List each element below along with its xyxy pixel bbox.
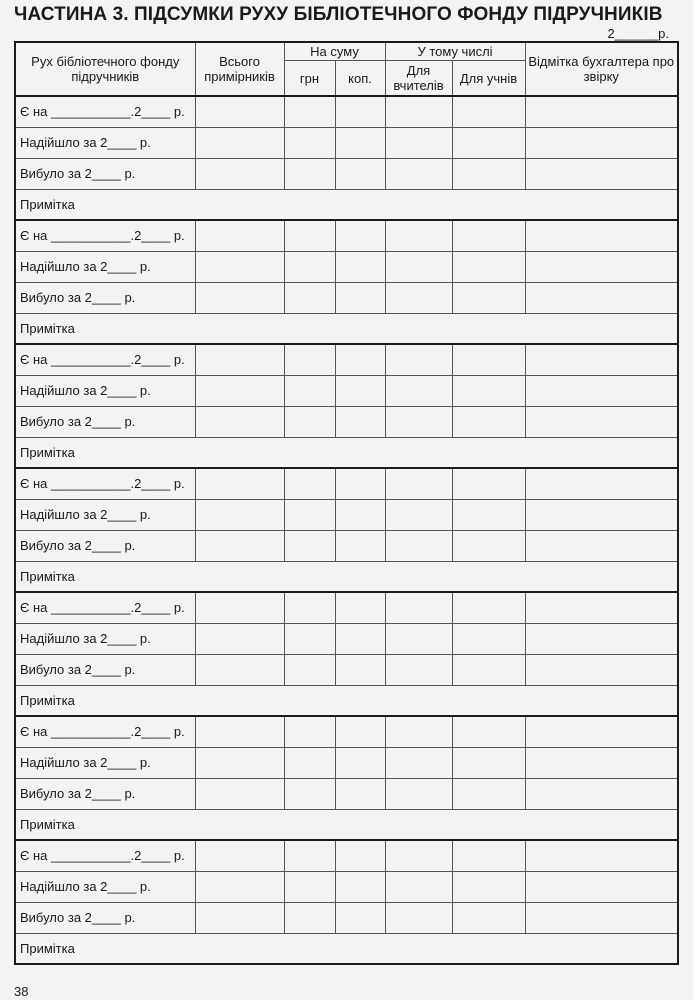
entry-cell[interactable] — [525, 468, 678, 499]
entry-cell[interactable] — [525, 902, 678, 933]
entry-cell[interactable] — [452, 530, 525, 561]
entry-cell[interactable] — [385, 778, 452, 809]
row-removed-label: Вибуло за 2____ р. — [15, 158, 195, 189]
ledger-row-note — [15, 933, 678, 964]
ledger-row-removed — [15, 406, 678, 437]
page-number: 38 — [14, 984, 29, 999]
entry-cell[interactable] — [525, 499, 678, 530]
entry-cell[interactable] — [525, 747, 678, 778]
ledger-row-note — [15, 189, 678, 220]
entry-cell[interactable] — [195, 623, 284, 654]
row-received-label: Надійшло за 2____ р. — [15, 871, 195, 902]
ledger-row-available — [15, 468, 678, 499]
entry-cell[interactable] — [335, 530, 385, 561]
entry-cell[interactable] — [284, 406, 335, 437]
ledger-row-removed — [15, 654, 678, 685]
header-for-students: Для учнів — [452, 61, 525, 97]
entry-cell[interactable] — [335, 654, 385, 685]
row-received-label: Надійшло за 2____ р. — [15, 623, 195, 654]
entry-cell[interactable] — [452, 840, 525, 871]
entry-cell[interactable] — [195, 282, 284, 313]
ledger-row-note — [15, 809, 678, 840]
entry-cell[interactable] — [385, 902, 452, 933]
entry-cell[interactable] — [385, 871, 452, 902]
entry-cell[interactable] — [452, 902, 525, 933]
entry-cell[interactable] — [195, 654, 284, 685]
note-label[interactable]: Примітка — [15, 685, 678, 716]
note-label[interactable]: Примітка — [15, 437, 678, 468]
entry-cell[interactable] — [195, 592, 284, 623]
row-available-label: Є на ___________.2____ р. — [15, 840, 195, 871]
row-available-label: Є на ___________.2____ р. — [15, 96, 195, 127]
entry-cell[interactable] — [284, 251, 335, 282]
ledger-row-received — [15, 747, 678, 778]
ledger-row-received — [15, 871, 678, 902]
row-received-label: Надійшло за 2____ р. — [15, 499, 195, 530]
entry-cell[interactable] — [525, 778, 678, 809]
entry-cell[interactable] — [335, 282, 385, 313]
entry-cell[interactable] — [385, 623, 452, 654]
entry-cell[interactable] — [335, 344, 385, 375]
entry-cell[interactable] — [335, 220, 385, 251]
entry-cell[interactable] — [284, 220, 335, 251]
row-available-label: Є на ___________.2____ р. — [15, 592, 195, 623]
entry-cell[interactable] — [525, 406, 678, 437]
entry-cell[interactable] — [452, 127, 525, 158]
ledger-row-available — [15, 592, 678, 623]
entry-cell[interactable] — [284, 902, 335, 933]
entry-cell[interactable] — [284, 158, 335, 189]
entry-cell[interactable] — [195, 902, 284, 933]
entry-cell[interactable] — [525, 220, 678, 251]
entry-cell[interactable] — [284, 127, 335, 158]
entry-cell[interactable] — [195, 220, 284, 251]
entry-cell[interactable] — [385, 96, 452, 127]
entry-cell[interactable] — [525, 96, 678, 127]
entry-cell[interactable] — [195, 344, 284, 375]
entry-cell[interactable] — [284, 530, 335, 561]
entry-cell[interactable] — [452, 468, 525, 499]
entry-cell[interactable] — [385, 468, 452, 499]
entry-cell[interactable] — [284, 871, 335, 902]
note-label[interactable]: Примітка — [15, 561, 678, 592]
entry-cell[interactable] — [195, 840, 284, 871]
entry-cell[interactable] — [284, 654, 335, 685]
entry-cell[interactable] — [525, 375, 678, 406]
row-available-label: Є на ___________.2____ р. — [15, 468, 195, 499]
entry-cell[interactable] — [284, 375, 335, 406]
entry-cell[interactable] — [452, 406, 525, 437]
entry-cell[interactable] — [452, 592, 525, 623]
entry-cell[interactable] — [195, 468, 284, 499]
date-line: 2______р. — [607, 26, 669, 41]
ledger-row-note — [15, 437, 678, 468]
entry-cell[interactable] — [335, 623, 385, 654]
entry-cell[interactable] — [452, 499, 525, 530]
ledger-row-available — [15, 716, 678, 747]
entry-cell[interactable] — [335, 406, 385, 437]
note-label[interactable]: Примітка — [15, 189, 678, 220]
ledger-row-removed — [15, 902, 678, 933]
entry-cell[interactable] — [385, 654, 452, 685]
entry-cell[interactable] — [335, 96, 385, 127]
entry-cell[interactable] — [335, 778, 385, 809]
entry-cell[interactable] — [284, 747, 335, 778]
ledger-row-available — [15, 96, 678, 127]
row-removed-label: Вибуло за 2____ р. — [15, 902, 195, 933]
row-received-label: Надійшло за 2____ р. — [15, 375, 195, 406]
header-total-copies: Всього примірників — [195, 42, 284, 96]
entry-cell[interactable] — [452, 251, 525, 282]
entry-cell[interactable] — [284, 778, 335, 809]
entry-cell[interactable] — [335, 747, 385, 778]
entry-cell[interactable] — [452, 871, 525, 902]
entry-cell[interactable] — [195, 499, 284, 530]
entry-cell[interactable] — [195, 716, 284, 747]
entry-cell[interactable] — [195, 871, 284, 902]
header-sum: На суму — [284, 42, 385, 61]
entry-cell[interactable] — [452, 716, 525, 747]
entry-cell[interactable] — [525, 530, 678, 561]
ledger-row-removed — [15, 530, 678, 561]
entry-cell[interactable] — [525, 654, 678, 685]
ledger-row-available — [15, 840, 678, 871]
entry-cell[interactable] — [452, 96, 525, 127]
entry-cell[interactable] — [335, 592, 385, 623]
entry-cell[interactable] — [385, 499, 452, 530]
entry-cell[interactable] — [452, 158, 525, 189]
entry-cell[interactable] — [385, 158, 452, 189]
ledger-row-removed — [15, 158, 678, 189]
ledger-table — [14, 41, 679, 965]
entry-cell[interactable] — [284, 716, 335, 747]
ledger-row-received — [15, 251, 678, 282]
entry-cell[interactable] — [385, 127, 452, 158]
entry-cell[interactable] — [385, 406, 452, 437]
entry-cell[interactable] — [452, 747, 525, 778]
entry-cell[interactable] — [284, 592, 335, 623]
entry-cell[interactable] — [195, 747, 284, 778]
entry-cell[interactable] — [195, 251, 284, 282]
entry-cell[interactable] — [195, 127, 284, 158]
entry-cell[interactable] — [452, 375, 525, 406]
entry-cell[interactable] — [284, 96, 335, 127]
header-uah: грн — [284, 61, 335, 97]
entry-cell[interactable] — [525, 158, 678, 189]
entry-cell[interactable] — [525, 344, 678, 375]
entry-cell[interactable] — [525, 282, 678, 313]
entry-cell[interactable] — [525, 127, 678, 158]
entry-cell[interactable] — [452, 344, 525, 375]
entry-cell[interactable] — [385, 282, 452, 313]
entry-cell[interactable] — [195, 158, 284, 189]
entry-cell[interactable] — [284, 840, 335, 871]
ledger-row-note — [15, 685, 678, 716]
row-available-label: Є на ___________.2____ р. — [15, 716, 195, 747]
entry-cell[interactable] — [284, 344, 335, 375]
header-accountant-mark: Відмітка бухгалтера про звірку — [525, 42, 678, 96]
note-label[interactable]: Примітка — [15, 809, 678, 840]
entry-cell[interactable] — [284, 499, 335, 530]
ledger-row-removed — [15, 282, 678, 313]
entry-cell[interactable] — [195, 96, 284, 127]
ledger-row-available — [15, 220, 678, 251]
entry-cell[interactable] — [525, 623, 678, 654]
page-title: ЧАСТИНА 3. ПІДСУМКИ РУХУ БІБЛІОТЕЧНОГО ФОНДУ ПІДРУЧНИКІВ — [14, 4, 663, 25]
entry-cell[interactable] — [452, 654, 525, 685]
entry-cell[interactable] — [452, 220, 525, 251]
ledger-row-received — [15, 375, 678, 406]
row-received-label: Надійшло за 2____ р. — [15, 747, 195, 778]
ledger-row-received — [15, 499, 678, 530]
entry-cell[interactable] — [335, 251, 385, 282]
entry-cell[interactable] — [385, 530, 452, 561]
entry-cell[interactable] — [385, 220, 452, 251]
row-removed-label: Вибуло за 2____ р. — [15, 530, 195, 561]
entry-cell[interactable] — [525, 840, 678, 871]
row-removed-label: Вибуло за 2____ р. — [15, 282, 195, 313]
row-removed-label: Вибуло за 2____ р. — [15, 406, 195, 437]
ledger-row-note — [15, 313, 678, 344]
entry-cell[interactable] — [452, 623, 525, 654]
entry-cell[interactable] — [335, 871, 385, 902]
entry-cell[interactable] — [385, 375, 452, 406]
ledger-body — [15, 96, 678, 964]
ledger-row-note — [15, 561, 678, 592]
entry-cell[interactable] — [452, 778, 525, 809]
entry-cell[interactable] — [335, 158, 385, 189]
entry-cell[interactable] — [525, 251, 678, 282]
ledger-row-removed — [15, 778, 678, 809]
entry-cell[interactable] — [335, 499, 385, 530]
entry-cell[interactable] — [385, 344, 452, 375]
entry-cell[interactable] — [195, 406, 284, 437]
row-removed-label: Вибуло за 2____ р. — [15, 778, 195, 809]
header-movement: Рух бібліотечного фонду підручників — [15, 42, 195, 96]
row-available-label: Є на ___________.2____ р. — [15, 344, 195, 375]
entry-cell[interactable] — [525, 592, 678, 623]
entry-cell[interactable] — [385, 251, 452, 282]
entry-cell[interactable] — [525, 716, 678, 747]
entry-cell[interactable] — [335, 840, 385, 871]
entry-cell[interactable] — [335, 468, 385, 499]
entry-cell[interactable] — [385, 747, 452, 778]
entry-cell[interactable] — [385, 840, 452, 871]
entry-cell[interactable] — [525, 871, 678, 902]
row-removed-label: Вибуло за 2____ р. — [15, 654, 195, 685]
entry-cell[interactable] — [284, 282, 335, 313]
entry-cell[interactable] — [335, 716, 385, 747]
entry-cell[interactable] — [335, 127, 385, 158]
ledger-row-available — [15, 344, 678, 375]
entry-cell[interactable] — [335, 375, 385, 406]
entry-cell[interactable] — [335, 902, 385, 933]
row-received-label: Надійшло за 2____ р. — [15, 251, 195, 282]
entry-cell[interactable] — [284, 623, 335, 654]
entry-cell[interactable] — [452, 282, 525, 313]
ledger-row-received — [15, 623, 678, 654]
note-label[interactable]: Примітка — [15, 933, 678, 964]
entry-cell[interactable] — [195, 778, 284, 809]
header-kop: коп. — [335, 61, 385, 97]
row-received-label: Надійшло за 2____ р. — [15, 127, 195, 158]
note-label[interactable]: Примітка — [15, 313, 678, 344]
entry-cell[interactable] — [385, 592, 452, 623]
entry-cell[interactable] — [385, 716, 452, 747]
entry-cell[interactable] — [284, 468, 335, 499]
entry-cell[interactable] — [195, 530, 284, 561]
header-including: У тому числі — [385, 42, 525, 61]
header-for-teachers: Для вчителів — [385, 61, 452, 97]
row-available-label: Є на ___________.2____ р. — [15, 220, 195, 251]
entry-cell[interactable] — [195, 375, 284, 406]
ledger-row-received — [15, 127, 678, 158]
